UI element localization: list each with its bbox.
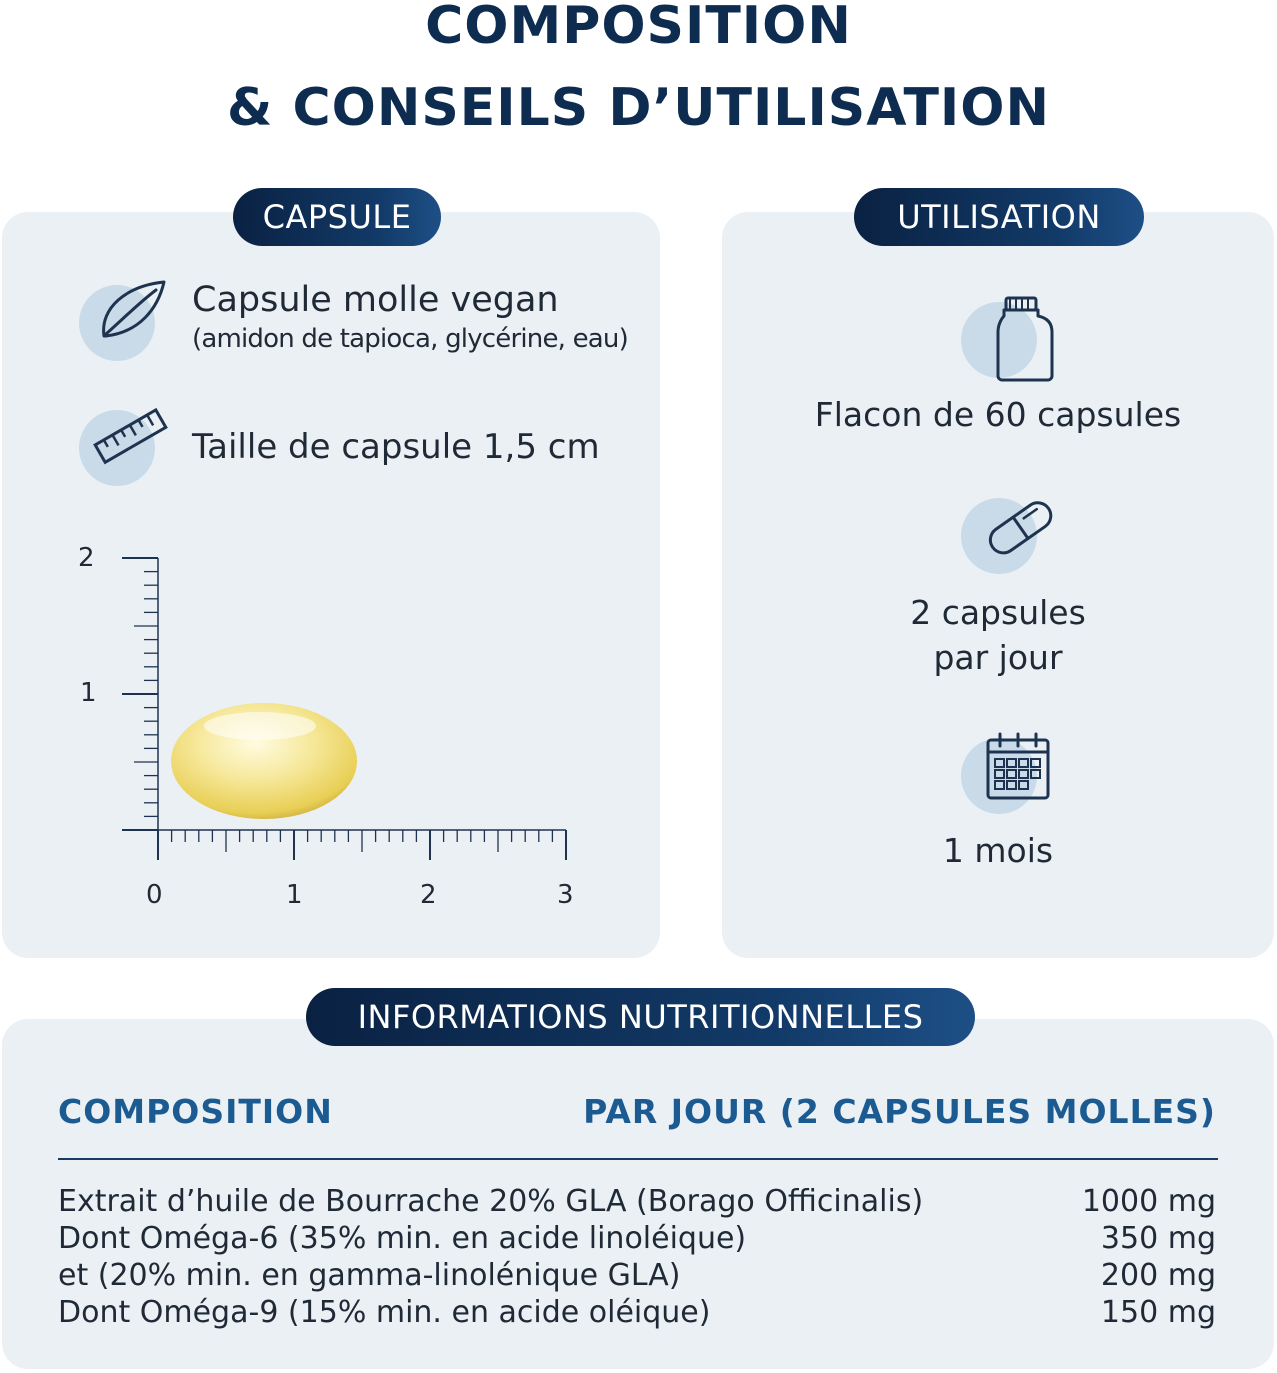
vegan-capsule-title: Capsule molle vegan	[192, 280, 559, 320]
x-tick-label: 0	[146, 880, 163, 910]
header-divider	[58, 1158, 1218, 1160]
capsule-size-label: Taille de capsule 1,5 cm	[192, 427, 600, 467]
x-tick-label: 1	[286, 880, 303, 910]
calendar-icon	[984, 732, 1052, 802]
leaf-icon	[96, 278, 170, 344]
page-title-line2: & CONSEILS D’UTILISATION	[227, 78, 1050, 138]
dose-label-line1: 2 capsules	[910, 593, 1086, 632]
usage-badge: UTILISATION	[854, 188, 1144, 246]
nutrition-badge: INFORMATIONS NUTRITIONNELLES	[306, 988, 975, 1046]
nutrition-row-value: 1000 mg	[1081, 1184, 1216, 1219]
vegan-capsule-subtitle: (amidon de tapioca, glycérine, eau)	[192, 324, 628, 354]
y-tick-label: 2	[78, 543, 95, 573]
nutrition-row-name: Dont Oméga-9 (15% min. en acide oléique)	[58, 1295, 711, 1330]
capsule-size-ruler	[110, 540, 590, 860]
nutrition-row-name: Extrait d’huile de Bourrache 20% GLA (Borago Officinalis)	[58, 1184, 924, 1219]
dose-label-line2: par jour	[933, 638, 1063, 677]
composition-column-header: COMPOSITION	[58, 1092, 333, 1131]
bottle-icon	[992, 294, 1056, 382]
bottle-label: Flacon de 60 capsules	[814, 395, 1182, 434]
duration-label: 1 mois	[942, 831, 1054, 870]
y-tick-label: 1	[80, 678, 97, 708]
ruler-icon	[90, 404, 172, 470]
capsule-icon	[982, 496, 1058, 558]
x-tick-label: 2	[420, 880, 437, 910]
softgel-highlight	[204, 712, 316, 740]
page-title-line1: COMPOSITION	[425, 0, 852, 56]
nutrition-row-name: et (20% min. en gamma-linolénique GLA)	[58, 1258, 681, 1293]
nutrition-row-value: 150 mg	[1100, 1295, 1216, 1330]
nutrition-row-value: 350 mg	[1100, 1221, 1216, 1256]
nutrition-row-name: Dont Oméga-6 (35% min. en acide linoléique)	[58, 1221, 747, 1256]
nutrition-row-value: 200 mg	[1100, 1258, 1216, 1293]
x-tick-label: 3	[557, 880, 574, 910]
capsule-badge: CAPSULE	[233, 188, 441, 246]
per-day-column-header: PAR JOUR (2 CAPSULES MOLLES)	[583, 1092, 1216, 1131]
